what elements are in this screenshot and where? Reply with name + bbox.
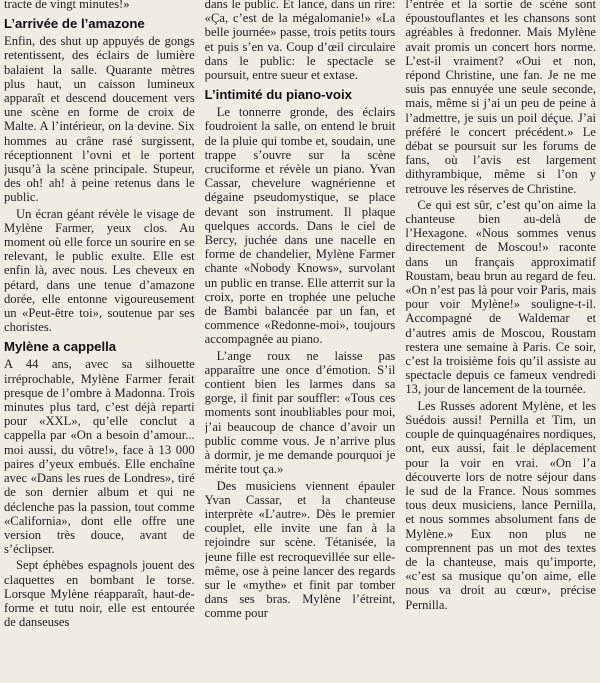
paragraph: Ce qui est sûr, c’est qu’on aime la chanteuse bien au-delà de l’Hexagone. «Nous sommes venus directement de Moscou!» raconte dans un français approximatif Roustam, beau brun au regard de feu. «On n’est pas là pour voir Paris, mais pour voir Mylène!» souligne-t-il. Accompagné de Waldemar et d’autres amis de Moscou, Roustam restera une semaine à Paris. Ce soir, c’est la troisième fois qu’il assiste au spectacle depuis ce fameux vendredi 13, jour de lancement de la tournée. [405, 197, 597, 397]
subheading-amazone: L’arrivée de l’amazone [4, 16, 145, 32]
column-1 [4, 0, 195, 683]
paragraph: Des musiciens viennent épauler Yvan Cassar, et la chanteuse interprète «L’autre». Dès le premier couplet, elle invite une fan à la rejoindre sur scène. Tétanisée, la jeune fille est recroquevillée sur elle-même, ose à peine lancer des regards sur le «mythe» et finit par tomber dans ses bras. Mylène l’étreint, comme pour [204, 478, 396, 621]
subheading-piano-voix: L’intimité du piano-voix [204, 87, 352, 103]
paragraph: Le tonnerre gronde, des éclairs foudroient la salle, on entend le bruit de la pluie qui tombe et, soudain, une trappe s’ouvre sur la scène cruciforme et révèle un piano. Yvan Cassar, chevelure wagnérienne et dégaine pseudomystique, se place devant son instrument. Il plaque quelques accords. Dans le ciel de Bercy, juchée dans une nacelle en forme de chandelier, Mylène Farmer chante «Nobody Knows», survolant un public en transe. Elle atterrit sur la croix, porte en trophée une peluche de Bambi balancée par un fan, et commence «Redonne-moi», toujours accompagnée au piano. [204, 105, 396, 347]
column-3 [405, 0, 596, 683]
paragraph: tracte de vingt minutes!» [4, 0, 130, 11]
column-2 [205, 0, 396, 683]
paragraph: L’ange roux ne laisse pas apparaître une once d’émotion. S’il contient bien les larmes dans sa gorge, il finit par souffler: «Tous ces moments sont inoubliables pour moi, j’ai beaucoup de chance d’avoir un public comme vous. Je n’arrive plus à dormir, je me demande pourquoi je mérite tout ça.» [204, 348, 396, 477]
paragraph: Les Russes adorent Mylène, et les Suédois aussi! Pernilla et Tim, un couple de quinquagénaires nordiques, ont, eux aussi, fait le déplacement pour la voir en vrai. «On l’a découverte lors de notre séjour dans le sud de la France. Nous sommes tous deux musiciens, lance Pernilla, et nous sommes absolument fans de Mylène.» Eux non plus ne comprennent pas un mot des textes de la chanteuse, mais qu’importe, «c’est sa musique qu’on aime, elle nous va droit au cœur», précise Pernilla. [405, 398, 597, 612]
paragraph: l’entrée et la sortie de scène sont époustouflantes et les chansons sont agréables à fredonner. Mais Mylène avait promis un concert hors norme. L’est-il vraiment? «Oui et non, répond Christine, une fan. Je ne me suis pas ennuyée une seule seconde, mais, même si j’ai un peu de peine à l’admettre, je suis un poil déçue. J’ai préféré le concert précédent.» Le débat se poursuit sur les forums de fans, où l’avis est largement dithyrambique, même si l’on y retrouve les réserves de Christine. [405, 0, 597, 196]
paragraph: Sept éphèbes espagnols jouent des claquettes en bombant le torse. Lorsque Mylène réapparaît, haut-de-forme et tutu noir, elle est entourée de danseuses [4, 558, 195, 630]
paragraph: A 44 ans, avec sa silhouette irréprochable, Mylène Farmer ferait presque de l’ombre à Madonna. Trois minutes plus tard, c’est déjà reparti pour «XXL», qu’elle conclut a cappella par «On a besoin d’amour... moi aussi, du vôtre!», face à 13 000 paires d’yeux embués. Elle enchaîne avec «Dans les rues de Londres», tiré de son dernier album et qui ne déclenche pas la passion, tout comme «California», dont elle offre une version très douce, avant de s’éclipser. [4, 357, 195, 557]
paragraph: Un écran géant révèle le visage de Mylène Farmer, yeux clos. Au moment où elle force un sourire en se relevant, le public exulte. Elle est enfin là, avec nous. Les cheveux en pétard, dans une tenue d’amazone dorée, elle entonne vigoureusement un «Peut-être toi», soutenue par ses choristes. [4, 206, 195, 335]
paragraph: Enfin, des shut up appuyés de gongs retentissent, des éclairs de lumière balaient la salle. Quarante mètres plus haut, un caisson lumineux apparaît et descend doucement vers une scène en forme de croix de Malte. A l’intérieur, on la devine. Six hommes au crâne rasé surgissent, réceptionnent l’ovni et le portent jusqu’à la scène principale. Stupeur, des oh! ah! à peine retenus dans le public. [4, 34, 195, 205]
paragraph: dans le public. Et lance, dans un rire: «Ça, c’est de la mégalomanie!» «La belle journée» passe, trois petits tours et puis s’en va. Coup d’œil circulaire dans le public: le spectacle se poursuit, entre sueur et extase. [204, 0, 396, 83]
subheading-cappella: Mylène a cappella [4, 339, 117, 355]
